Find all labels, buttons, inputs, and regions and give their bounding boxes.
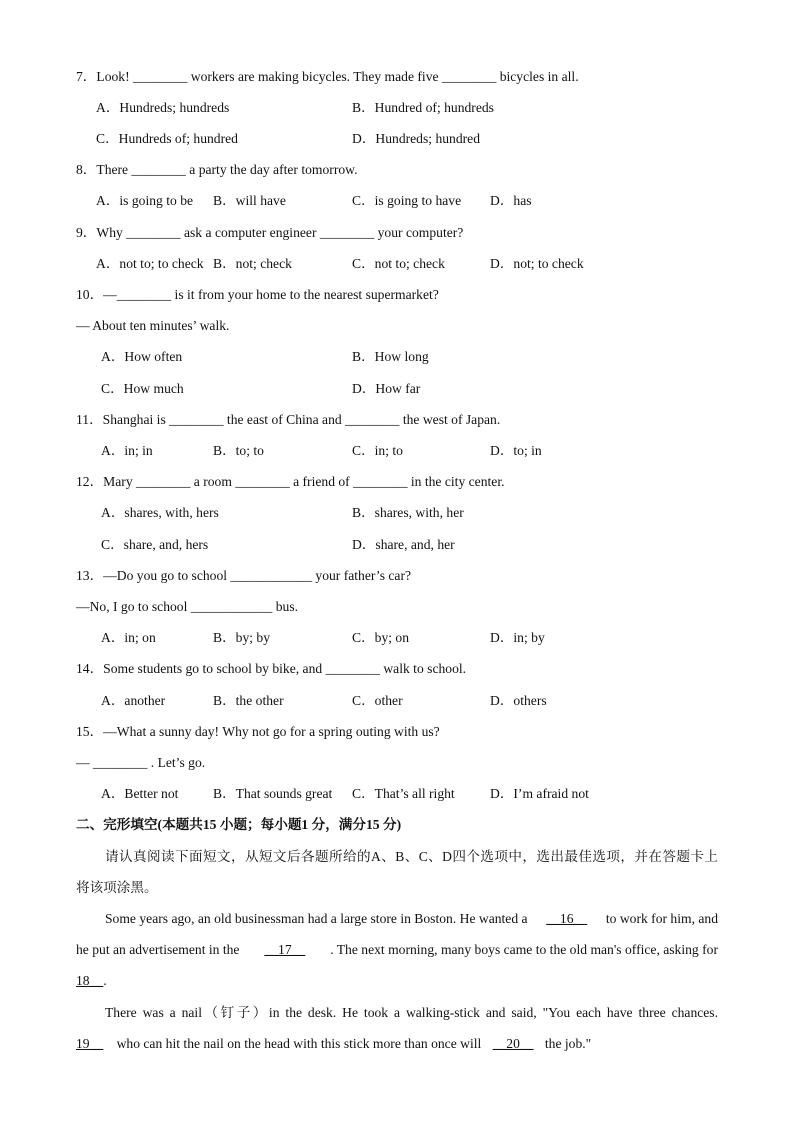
question-15-reply: — ________ . Let’s go. [76,755,206,770]
question-11-option-d: D．to; in [490,443,542,458]
question-8-option-d: D．has [490,193,532,208]
question-10-option-a: A．How often [101,349,183,364]
question-10-reply: — About ten minutes’ walk. [76,318,230,333]
section-2-title: 二、完形填空(本题共15 小题；每小题1 分，满分15 分) [76,817,402,832]
question-13-option-c: C．by; on [352,630,410,645]
question-14-option-a: A．another [101,693,166,708]
question-9-option-d: D．not; to check [490,256,584,271]
passage-text: he put an advertisement in the [76,942,240,957]
passage-line-3 [76,972,107,990]
passage-text: . [103,973,107,988]
question-7-option-c: C．Hundreds of; hundred [96,131,238,146]
question-14-stem: 14．Some students go to school by bike, and ________ walk to school. [76,661,467,676]
question-9-option-c: C．not to; check [352,256,445,271]
question-15-stem: 15．—What a sunny day! Why not go for a spring outing with us? [76,724,440,739]
passage-text: to work for him, and [605,911,718,926]
question-11-option-c: C．in; to [352,443,403,458]
passage-text: who can hit the nail on the head with this stick more than once will [116,1036,482,1051]
blank-18: 18__ [76,973,104,988]
blank-19: 19__ [76,1036,104,1051]
question-11-option-a: A．in; in [101,443,153,458]
passage-text: . The next morning, many boys came to the old man's office, asking for [330,942,718,957]
question-8-stem: 8．There ________ a party the day after tomorrow. [76,162,358,177]
question-8-option-b: B．will have [213,193,286,208]
question-9-stem: 9．Why ________ ask a computer engineer ________ your computer? [76,225,464,240]
question-15-option-a: A．Better not [101,786,179,801]
passage-line-4: There was a nail（钉子）in the desk. He took a walking-stick and said, "You each have three chances. [105,1005,718,1020]
question-15-option-d: D．I’m afraid not [490,786,589,801]
question-12-stem: 12．Mary ________ a room ________ a friend of ________ in the city center. [76,474,505,489]
section-2-instruction-line-1: 请认真阅读下面短文，从短文后各题所给的A、B、C、D四个选项中，选出最佳选项，并在答题卡上 [105,849,718,864]
question-14-option-c: C．other [352,693,403,708]
question-8-option-c: C．is going to have [352,193,462,208]
question-15-option-c: C．That’s all right [352,786,455,801]
question-10-option-d: D．How far [352,381,421,396]
passage-text: the job." [544,1036,592,1051]
question-12-option-a: A．shares, with, hers [101,505,219,520]
question-7-option-a: A．Hundreds; hundreds [96,100,230,115]
question-11-stem: 11．Shanghai is ________ the east of China and ________ the west of Japan. [76,412,501,427]
question-13-stem: 13．—Do you go to school ____________ your father’s car? [76,568,412,583]
section-2-instruction-line-2: 将该项涂黑。 [76,880,158,895]
passage-line-1 [105,910,718,928]
question-13-reply: —No, I go to school ____________ bus. [76,599,299,614]
question-8-option-a: A．is going to be [96,193,194,208]
question-7-option-b: B．Hundred of; hundreds [352,100,494,115]
question-7-stem: 7．Look! ________ workers are making bicycles. They made five ________ bicycles in all. [76,69,579,84]
question-12-option-c: C．share, and, hers [101,537,209,552]
question-13-option-b: B．by; by [213,630,271,645]
passage-text: Some years ago, an old businessman had a large store in Boston. He wanted a [105,911,528,926]
question-10-option-b: B．How long [352,349,429,364]
question-13-option-a: A．in; on [101,630,156,645]
question-9-option-a: A．not to; to check [96,256,204,271]
question-13-option-d: D．in; by [490,630,545,645]
question-15-option-b: B．That sounds great [213,786,333,801]
question-14-option-b: B．the other [213,693,284,708]
blank-17: __17__ [264,942,306,957]
blank-20: __20__ [492,1036,534,1051]
question-11-option-b: B．to; to [213,443,264,458]
passage-line-2 [76,941,718,959]
question-10-stem: 10．—________ is it from your home to the nearest supermarket? [76,287,439,302]
passage-line-5 [76,1035,591,1053]
question-12-option-d: D．share, and, her [352,537,455,552]
question-12-option-b: B．shares, with, her [352,505,464,520]
blank-16: __16__ [546,911,588,926]
question-14-option-d: D．others [490,693,547,708]
question-7-option-d: D．Hundreds; hundred [352,131,480,146]
question-9-option-b: B．not; check [213,256,292,271]
question-10-option-c: C．How much [101,381,184,396]
